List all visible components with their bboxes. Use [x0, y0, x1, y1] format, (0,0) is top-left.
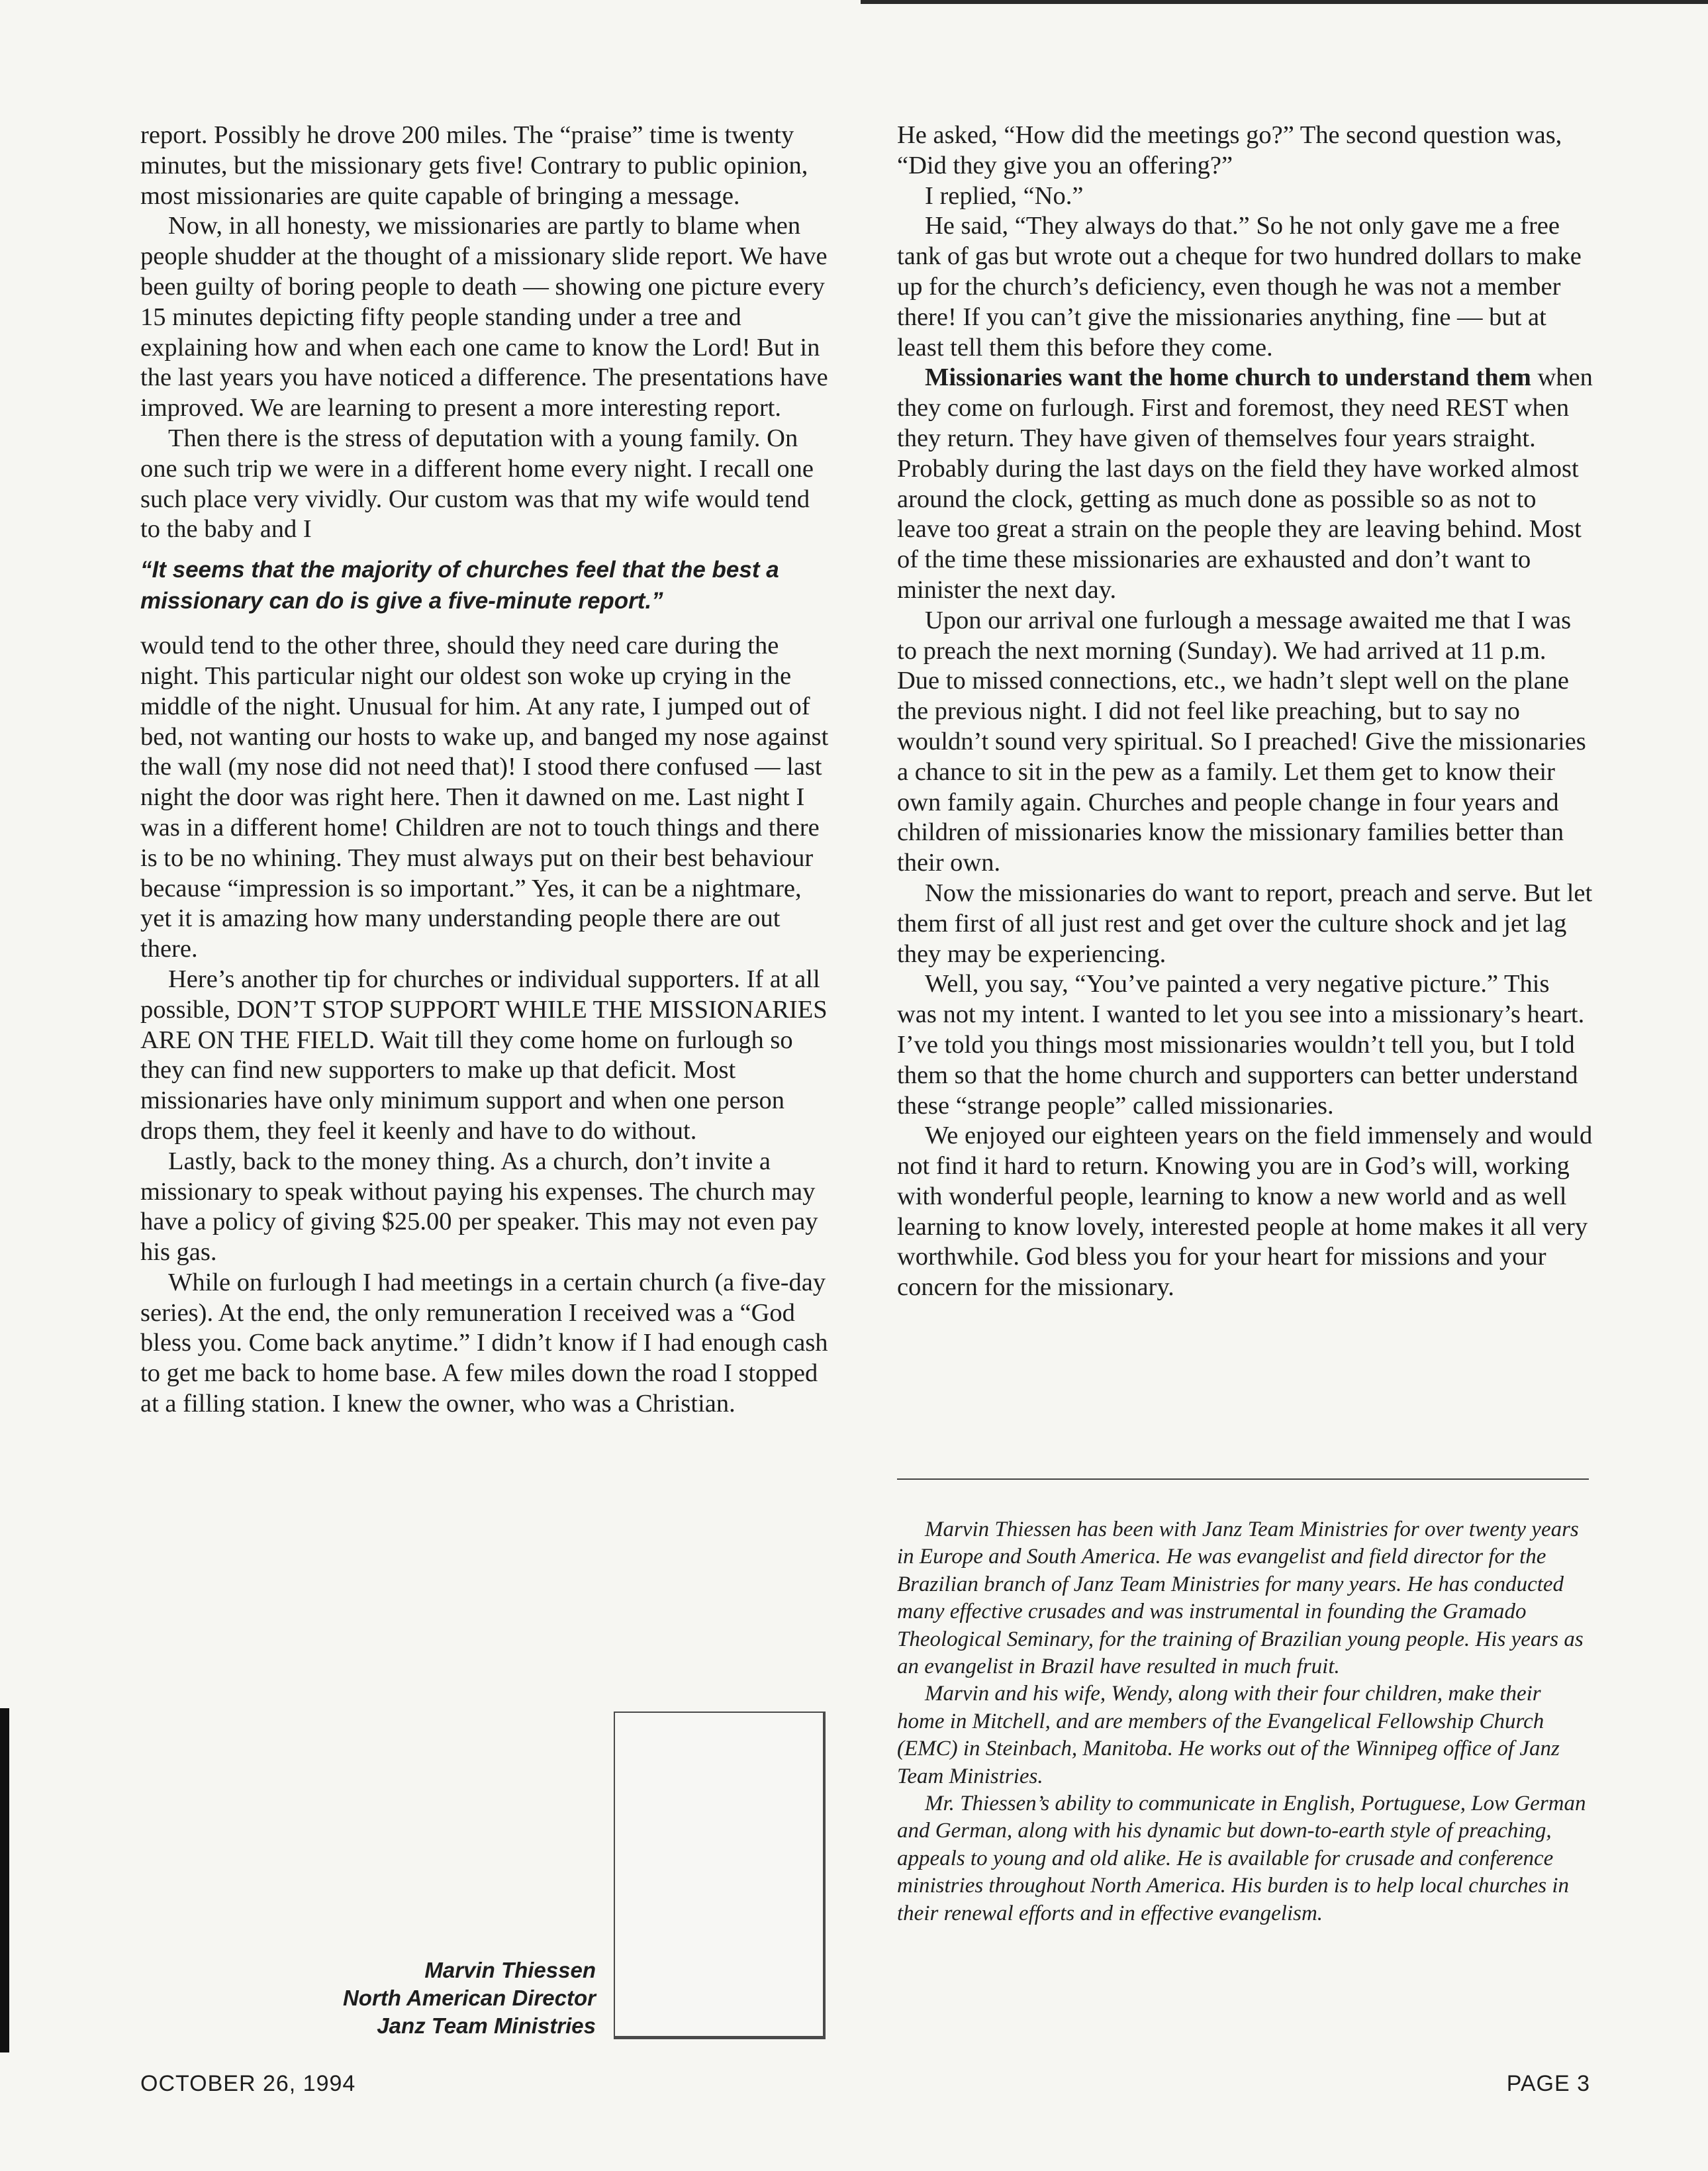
paragraph: Lastly, back to the money thing. As a church, don’t invite a missionary to speak without paying his expenses. The church may have a policy of giving $25.00 per speaker. This may not even pay his gas.	[140, 1147, 818, 1267]
paragraph: Well, you say, “You’ve painted a very negative picture.” This was not my intent. I wanted to let you see into a missionary’s heart. I’ve told you things most missionaries wouldn’t tell you, but I told them so that the home church and supporters can better understand these “strange people” called missionaries.	[897, 970, 1585, 1120]
page-number: PAGE 3	[1506, 2071, 1590, 2096]
binding-edge	[0, 1708, 9, 2052]
paragraph: report. Possibly he drove 200 miles. The “praise” time is twenty minutes, but the missionary gets five! Contrary to public opinion, most missionaries are quite capable of bringing a message.	[140, 121, 808, 210]
right-column	[897, 121, 1593, 1303]
pull-quote: “It seems that the majority of churches feel that the best a missionary can do is give a five-minute report.”	[140, 557, 779, 614]
paragraph: Then there is the stress of deputation with a young family. On one such trip we were in a different home every night. I recall one such place very vividly. Our custom was that my wife would tend to the baby and I	[140, 424, 814, 544]
paragraph: Now the missionaries do want to report, preach and serve. But let them first of all just rest and get over the culture shock and jet lag they may be experiencing.	[897, 879, 1593, 968]
bold-lead-in: Missionaries want the home church to understand them	[925, 363, 1531, 392]
author-signature	[252, 1956, 596, 2040]
bio-paragraph: Marvin and his wife, Wendy, along with their four children, make their home in Mitchell, and are members of the Evangelical Fellowship Church (EMC) in Steinbach, Manitoba. He works out of the Winnipeg office of Janz Team Ministries.	[897, 1682, 1560, 1788]
paragraph-text: when they come on furlough. First and foremost, they need REST when they return. They have given of themselves four years straight. Probably during the last days on the field they have worked almost around the clock, getting as much done as possible so as not to leave too great a strain on the people they are leaving behind. Most of the time these missionaries are exhausted and don’t want to minister the next day.	[897, 363, 1593, 604]
author-bio	[897, 1516, 1592, 1927]
author-name: Marvin Thiessen	[424, 1958, 596, 1982]
paragraph: would tend to the other three, should they need care during the night. This particular night our oldest son woke up crying in the middle of the night. Unusual for him. At any rate, I jumped out of bed, not wanting our hosts to wake up, and banged my nose against the wall (my nose did not need that)! I stood there confused — last night the door was right here. Then it dawned on me. Last night I was in a different home! Children are not to touch things and there is to be no whining. They must always put on their best behaviour because “impression is so important.” Yes, it can be a nightmare, yet it is amazing how many understanding people there are out there.	[140, 632, 829, 963]
author-photo-frame	[614, 1712, 826, 2039]
section-divider	[897, 1478, 1589, 1480]
left-column	[140, 121, 829, 1420]
author-title: North American Director	[342, 1986, 596, 2010]
bio-paragraph: Marvin Thiessen has been with Janz Team Ministries for over twenty years in Europe and South America. He was evangelist and field director for the Brazilian branch of Janz Team Ministries for many years. He has conducted many effective crusades and was instrumental in founding the Gramado Theological Seminary, for the training of Brazilian young people. His years as an evangelist in Brazil have resulted in much fruit.	[897, 1518, 1584, 1679]
paragraph: Now, in all honesty, we missionaries are partly to blame when people shudder at the thought of a missionary slide report. We have been guilty of boring people to death — showing one picture every 15 minutes depicting fifty people standing under a tree and explaining how and when each one came to know the Lord! But in the last years you have noticed a difference. The presentations have improved. We are learning to present a more interesting report.	[140, 212, 828, 422]
bio-paragraph: Mr. Thiessen’s ability to communicate in English, Portuguese, Low German and German, along with his dynamic but down-to-earth style of preaching, appeals to young and old alike. He is available for crusade and conference ministries throughout North America. His burden is to help local churches in their renewal efforts and in effective evangelism.	[897, 1792, 1586, 1925]
paragraph: While on furlough I had meetings in a certain church (a five-day series). At the end, the only remuneration I received was a “God bless you. Come back anytime.” I didn’t know if I had enough cash to get me back to home base. A few miles down the road I stopped at a filling station. I knew the owner, who was a Christian.	[140, 1268, 828, 1418]
author-organization: Janz Team Ministries	[377, 2013, 596, 2038]
paragraph: He said, “They always do that.” So he not only gave me a free tank of gas but wrote out a cheque for two hundred dollars to make up for the church’s deficiency, even though he was not a member there! If you can’t give the missionaries anything, fine — but at least tell them this before they come.	[897, 212, 1582, 362]
paragraph: Upon our arrival one furlough a message awaited me that I was to preach the next morning (Sunday). We had arrived at 11 p.m. Due to missed connections, etc., we hadn’t slept well on the plane the previous night. I did not feel like preaching, but to say no wouldn’t sound very spiritual. So I preached! Give the missionaries a chance to sit in the pew as a family. Let them get to know their own family again. Churches and people change in four years and children of missionaries know the missionary families better than their own.	[897, 606, 1586, 877]
paragraph	[897, 363, 1593, 605]
paragraph: Here’s another tip for churches or individual supporters. If at all possible, DON’T STOP SUPPORT WHILE THE MISSIONARIES ARE ON THE FIELD. Wait till they come home on furlough so they can find new supporters to make up that deficit. Most missionaries have only minimum support and when one person drops them, they feel it keenly and have to do without.	[140, 965, 828, 1145]
paragraph: He asked, “How did the meetings go?” The second question was, “Did they give you an offering?”	[897, 121, 1562, 179]
paragraph: I replied, “No.”	[925, 181, 1084, 210]
paragraph: We enjoyed our eighteen years on the field immensely and would not find it hard to return. Knowing you are in God’s will, working with wonderful people, learning to know a new world and as well learning to know lovely, interested people at home makes it all very worthwhile. God bless you for your heart for missions and your concern for the missionary.	[897, 1122, 1593, 1302]
footer-date: OCTOBER 26, 1994	[140, 2071, 356, 2096]
top-rule	[861, 0, 1708, 4]
